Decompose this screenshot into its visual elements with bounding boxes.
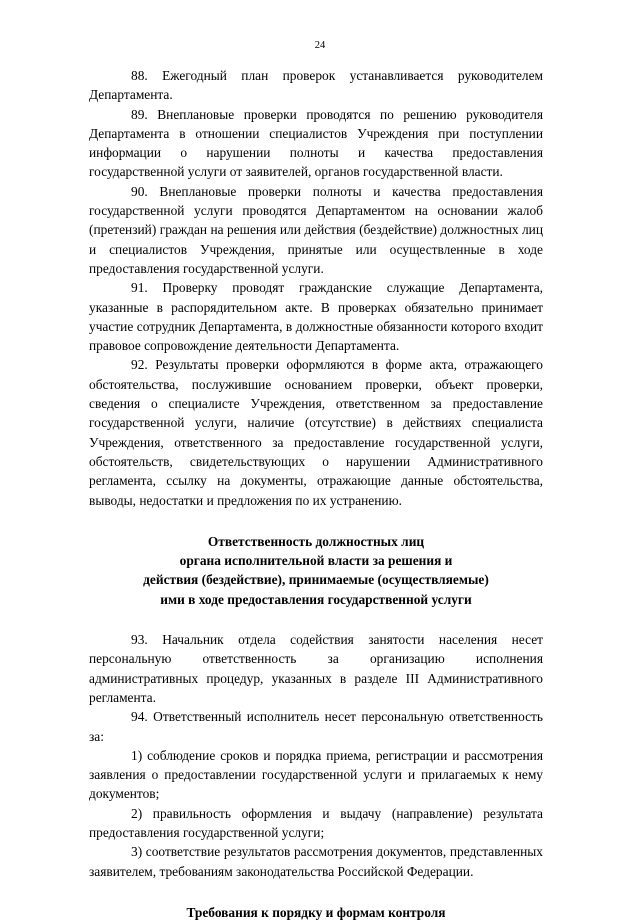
list-item-3: 3) соответствие результатов рассмотрения документов, представленных заявителем, требованиям законодательства Российской Федерации. (89, 844, 543, 879)
heading-line-1: Ответственность должностных лиц (207, 533, 425, 549)
section-heading-responsibility (89, 532, 543, 609)
paragraph-89: 89. Внеплановые проверки проводятся по решению руководителя Департамента в отношении специалистов Учреждения при поступлении информации о нарушении полноты и качества предоставления государственной услуги от заявителей, органов государственной власти. (89, 106, 543, 180)
section-heading-control: Требования к порядку и формам контроля (186, 904, 446, 920)
heading-line-4: ими в ходе предоставления государственной услуги (160, 591, 472, 607)
paragraph-93: 93. Начальник отдела содействия занятости населения несет персональную ответственность за организацию исполнения административных процедур, указанных в разделе III Административного регламента. (89, 632, 543, 705)
document-body (89, 66, 543, 922)
list-item-2: 2) правильность оформления и выдачу (направление) результата предоставления государственной услуги; (89, 805, 543, 840)
paragraph-90: 90. Внеплановые проверки полноты и качества предоставления государственной услуги проводятся Департаментом на основании жалоб (претензий) граждан на решения или действия (бездействие) должностных лиц и специалистов Учреждения, принятые или осуществленные в ходе предоставления государственной услуги. (89, 183, 543, 276)
page-number: 24 (314, 40, 326, 51)
paragraph-88: 88. Ежегодный план проверок устанавливается руководителем Департамента. (89, 68, 543, 103)
list-item-1: 1) соблюдение сроков и порядка приема, регистрации и рассмотрения заявления о предоставлении государственной услуги и прилагаемых к нему документов; (89, 747, 543, 802)
heading-line-2: органа исполнительной власти за решения и (179, 553, 453, 569)
spacer (89, 881, 543, 903)
paragraph-94: 94. Ответственный исполнитель несет персональную ответственность за: (89, 709, 543, 744)
spacer (89, 609, 543, 630)
spacer (89, 510, 543, 532)
heading-line-3: действия (бездействие), принимаемые (осуществляемые) (143, 572, 489, 588)
paragraph-92: 92. Результаты проверки оформляются в форме акта, отражающего обстоятельства, послужившие основанием проверки, объект проверки, сведения о специалисте Учреждения, ответственном за предоставление государственной услуги, наличие (отсутствие) в действиях специалиста Учреждения, ответственного за предоставление государственной услуги, обстоятельств, свидетельствующих о нарушении Административного регламента, ссылку на документы, отражающие данные обстоятельства, выводы, недостатки и предложения по их устранению. (89, 357, 543, 508)
paragraph-91: 91. Проверку проводят гражданские служащие Департамента, указанные в распорядительном акте. В проверках обязательно принимает участие сотрудник Департамента, в должностные обязанности которого входит правовое сопровождение деятельности Департамента. (89, 280, 543, 354)
